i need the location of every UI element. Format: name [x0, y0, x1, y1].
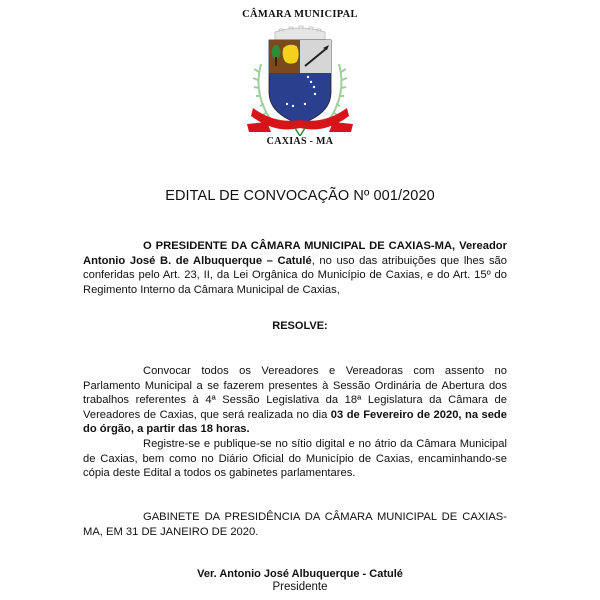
- shield-icon: [269, 40, 331, 124]
- resolve-heading: RESOLVE:: [272, 320, 328, 332]
- signature-name: Ver. Antonio José Albuquerque - Catulé: [197, 568, 403, 580]
- paragraph-convocation: [83, 364, 507, 437]
- publication-text: Registre-se e publique-se no sítio digital e no átrio da Câmara Municipal de Caxias, bem como no Diário Oficial do Município de Caxias, encaminhando-se cópia deste Edital a todos os gabinetes parlamentares.: [83, 438, 507, 480]
- header-city-name: CAXIAS - MA: [266, 136, 334, 147]
- document-title: EDITAL DE CONVOCAÇÃO Nº 001/2020: [165, 188, 435, 204]
- mural-crown-icon: [275, 26, 325, 40]
- date-place-text: GABINETE DA PRESIDÊNCIA DA CÂMARA MUNICIPAL DE CAXIAS-MA, EM 31 DE JANEIRO DE 2020.: [83, 511, 507, 538]
- paragraph-preamble: [83, 239, 507, 297]
- preamble-text: , no uso das atribuições que lhes são conferidas pelo Art. 23, II, da Lei Orgânica do Município de Caxias, e do Art. 15º do Regimento Interno da Câmara Municipal de Caxias,: [83, 254, 507, 296]
- municipal-crest-logo: [245, 24, 355, 136]
- convocation-text: Convocar todos os Vereadores e Vereadoras com assento no Parlamento Municipal a se fazerem presentes à Sessão Ordinária de Abertura dos trabalhos referentes à 4ª Sessão Legislativa da 18ª Legislatura da Câmara de Vereadores de Caxias, que será realizada no dia: [83, 365, 507, 421]
- paragraph-publication: [83, 437, 507, 481]
- header-org-name: CÂMARA MUNICIPAL: [242, 9, 358, 20]
- convocation-bold-text: 03 de Fevereiro de 2020, na sede do órgão, a partir das 18 horas.: [83, 408, 507, 436]
- signature-role: Presidente: [272, 581, 328, 593]
- preamble-bold-text: O PRESIDENTE DA CÂMARA MUNICIPAL DE CAXIAS-MA, Vereador Antonio José B. de Albuquerque – Catulé: [83, 240, 507, 267]
- paragraph-date-place: [83, 510, 507, 539]
